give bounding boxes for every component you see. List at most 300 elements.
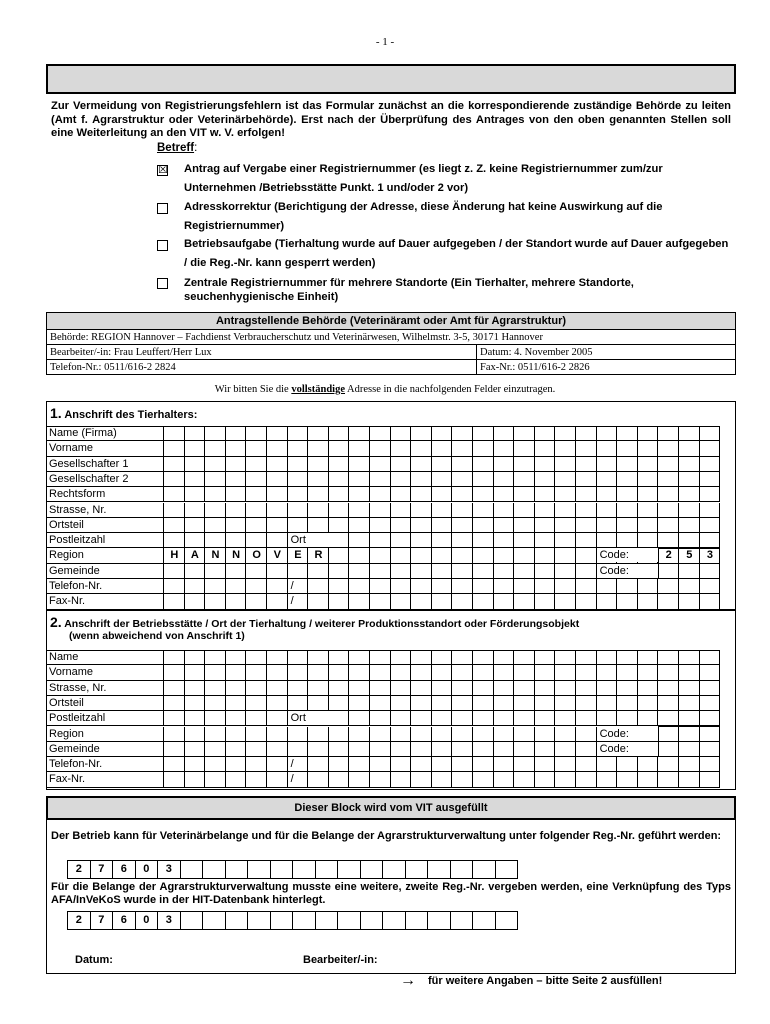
section1-input-cell[interactable] bbox=[205, 472, 226, 487]
section2-input-cell[interactable] bbox=[349, 727, 370, 742]
section1-input-cell[interactable] bbox=[576, 472, 597, 487]
section1-input-cell[interactable] bbox=[329, 594, 350, 609]
section2-input-cell[interactable] bbox=[432, 772, 453, 787]
section1-input-cell[interactable] bbox=[473, 441, 494, 456]
section2-input-cell[interactable] bbox=[185, 696, 206, 711]
section1-input-cell[interactable] bbox=[205, 533, 226, 548]
section1-input-cell[interactable] bbox=[597, 533, 618, 548]
section2-input-cell[interactable] bbox=[700, 757, 721, 772]
section1-input-cell[interactable] bbox=[452, 503, 473, 518]
section1-input-cell[interactable] bbox=[411, 472, 432, 487]
vit-reg2-digit-cell[interactable] bbox=[337, 911, 361, 930]
section2-input-cell[interactable] bbox=[535, 681, 556, 696]
section2-input-cell[interactable] bbox=[432, 727, 453, 742]
section1-input-cell[interactable] bbox=[226, 472, 247, 487]
section1-input-cell[interactable] bbox=[226, 457, 247, 472]
section2-input-cell[interactable] bbox=[329, 650, 350, 665]
section1-input-cell[interactable] bbox=[597, 457, 618, 472]
section2-input-cell[interactable] bbox=[576, 727, 597, 742]
section2-input-cell[interactable] bbox=[329, 772, 350, 787]
section2-input-cell[interactable] bbox=[226, 727, 247, 742]
section2-input-cell[interactable] bbox=[391, 742, 412, 757]
section1-input-cell[interactable] bbox=[411, 594, 432, 609]
section2-input-cell[interactable] bbox=[473, 772, 494, 787]
section1-input-cell[interactable] bbox=[535, 457, 556, 472]
section1-input-cell[interactable] bbox=[700, 457, 721, 472]
section1-input-cell[interactable] bbox=[700, 533, 721, 548]
section2-input-cell[interactable] bbox=[514, 696, 535, 711]
vit-reg1-digit-cell[interactable] bbox=[180, 860, 204, 879]
section1-input-cell[interactable] bbox=[679, 518, 700, 533]
section1-input-cell[interactable] bbox=[308, 426, 329, 441]
section2-input-cell[interactable] bbox=[617, 665, 638, 680]
section2-input-cell[interactable] bbox=[226, 665, 247, 680]
section1-input-cell[interactable] bbox=[308, 457, 329, 472]
section1-input-cell[interactable] bbox=[226, 533, 247, 548]
section2-input-cell[interactable] bbox=[267, 696, 288, 711]
section1-input-cell[interactable] bbox=[226, 518, 247, 533]
section1-input-cell[interactable] bbox=[658, 472, 679, 487]
section1-input-cell[interactable] bbox=[555, 487, 576, 502]
section1-input-cell[interactable] bbox=[514, 472, 535, 487]
section2-input-cell[interactable] bbox=[617, 650, 638, 665]
section2-input-cell[interactable] bbox=[349, 696, 370, 711]
section1-input-cell[interactable] bbox=[597, 579, 618, 594]
section2-input-cell[interactable] bbox=[535, 727, 556, 742]
section1-input-cell[interactable] bbox=[349, 518, 370, 533]
section1-input-cell[interactable] bbox=[576, 579, 597, 594]
section1-input-cell[interactable] bbox=[288, 441, 309, 456]
section1-input-cell[interactable] bbox=[494, 518, 515, 533]
section2-input-cell[interactable] bbox=[205, 757, 226, 772]
section2-input-cell[interactable] bbox=[370, 772, 391, 787]
section2-input-cell[interactable] bbox=[226, 650, 247, 665]
vit-reg1-digit-cell[interactable] bbox=[450, 860, 474, 879]
section1-input-cell[interactable] bbox=[164, 487, 185, 502]
section2-input-cell[interactable] bbox=[576, 696, 597, 711]
section1-input-cell[interactable] bbox=[164, 518, 185, 533]
section1-input-cell[interactable] bbox=[226, 594, 247, 609]
section1-input-cell[interactable] bbox=[246, 533, 267, 548]
section1-input-cell[interactable] bbox=[597, 487, 618, 502]
section1-input-cell[interactable] bbox=[700, 518, 721, 533]
section1-input-cell[interactable] bbox=[494, 441, 515, 456]
section2-input-cell[interactable] bbox=[288, 665, 309, 680]
section1-input-cell[interactable] bbox=[370, 518, 391, 533]
section2-input-cell[interactable] bbox=[597, 696, 618, 711]
vit-reg1-digit-cell[interactable] bbox=[225, 860, 249, 879]
section2-input-cell[interactable] bbox=[205, 650, 226, 665]
section1-input-cell[interactable] bbox=[432, 441, 453, 456]
section1-input-cell[interactable] bbox=[638, 457, 659, 472]
vit-reg2-digit-cell[interactable] bbox=[450, 911, 474, 930]
section2-input-cell[interactable] bbox=[576, 772, 597, 787]
vit-reg1-digit-cell[interactable] bbox=[292, 860, 316, 879]
section1-input-cell[interactable] bbox=[597, 594, 618, 609]
section2-input-cell[interactable] bbox=[308, 742, 329, 757]
option-checkbox-address-correction[interactable] bbox=[157, 203, 168, 214]
section2-input-cell[interactable] bbox=[391, 696, 412, 711]
section1-input-cell[interactable] bbox=[494, 457, 515, 472]
section1-input-cell[interactable] bbox=[370, 503, 391, 518]
section2-input-cell[interactable] bbox=[205, 742, 226, 757]
section2-input-cell[interactable] bbox=[597, 757, 618, 772]
section2-input-cell[interactable] bbox=[555, 727, 576, 742]
section1-input-cell[interactable] bbox=[288, 472, 309, 487]
section1-input-cell[interactable] bbox=[679, 533, 700, 548]
section1-input-cell[interactable] bbox=[597, 472, 618, 487]
section1-input-cell[interactable] bbox=[349, 548, 370, 563]
section2-input-cell[interactable] bbox=[308, 681, 329, 696]
section1-input-cell[interactable] bbox=[391, 548, 412, 563]
section1-input-cell[interactable] bbox=[246, 564, 267, 579]
section2-input-cell[interactable] bbox=[164, 665, 185, 680]
section2-input-cell[interactable] bbox=[679, 696, 700, 711]
section1-input-cell[interactable] bbox=[452, 441, 473, 456]
section2-input-cell[interactable] bbox=[658, 757, 679, 772]
section1-input-cell[interactable] bbox=[638, 518, 659, 533]
section2-input-cell[interactable] bbox=[288, 650, 309, 665]
section1-input-cell[interactable] bbox=[308, 518, 329, 533]
section2-input-cell[interactable] bbox=[267, 711, 288, 726]
section1-input-cell[interactable] bbox=[658, 594, 679, 609]
section1-input-cell[interactable] bbox=[700, 472, 721, 487]
vit-reg2-digit-cell[interactable] bbox=[382, 911, 406, 930]
section2-input-cell[interactable] bbox=[205, 727, 226, 742]
section2-input-cell[interactable] bbox=[452, 757, 473, 772]
section2-input-cell[interactable] bbox=[329, 727, 350, 742]
section1-input-cell[interactable] bbox=[329, 533, 350, 548]
vit-reg2-digit-cell[interactable] bbox=[472, 911, 496, 930]
section2-input-cell[interactable] bbox=[267, 757, 288, 772]
section2-input-cell[interactable] bbox=[226, 711, 247, 726]
section1-input-cell[interactable] bbox=[679, 472, 700, 487]
section2-input-cell[interactable] bbox=[679, 757, 700, 772]
section1-input-cell[interactable] bbox=[535, 487, 556, 502]
section1-input-cell[interactable] bbox=[246, 441, 267, 456]
section2-input-cell[interactable] bbox=[411, 665, 432, 680]
section1-input-cell[interactable] bbox=[391, 564, 412, 579]
section1-input-cell[interactable] bbox=[246, 518, 267, 533]
section1-input-cell[interactable] bbox=[226, 441, 247, 456]
section1-input-cell[interactable] bbox=[555, 579, 576, 594]
vit-reg1-digit-cell[interactable] bbox=[247, 860, 271, 879]
section1-input-cell[interactable] bbox=[288, 487, 309, 502]
section1-input-cell[interactable] bbox=[494, 533, 515, 548]
section2-input-cell[interactable] bbox=[597, 681, 618, 696]
section1-input-cell[interactable] bbox=[205, 441, 226, 456]
section2-input-cell[interactable] bbox=[329, 681, 350, 696]
section1-input-cell[interactable] bbox=[473, 533, 494, 548]
section2-input-cell[interactable] bbox=[329, 757, 350, 772]
section1-input-cell[interactable] bbox=[617, 472, 638, 487]
section2-input-cell[interactable] bbox=[226, 681, 247, 696]
section1-input-cell[interactable] bbox=[185, 441, 206, 456]
section2-input-cell[interactable] bbox=[679, 711, 700, 726]
section2-input-cell[interactable] bbox=[432, 650, 453, 665]
section2-input-cell[interactable] bbox=[679, 650, 700, 665]
section2-input-cell[interactable] bbox=[349, 757, 370, 772]
section2-input-cell[interactable] bbox=[700, 665, 721, 680]
section2-input-cell[interactable] bbox=[267, 772, 288, 787]
section1-input-cell[interactable] bbox=[349, 503, 370, 518]
section2-input-cell[interactable] bbox=[576, 665, 597, 680]
vit-reg2-digit-cell[interactable] bbox=[405, 911, 429, 930]
section1-input-cell[interactable] bbox=[370, 487, 391, 502]
section1-input-cell[interactable] bbox=[267, 472, 288, 487]
section2-input-cell[interactable] bbox=[185, 711, 206, 726]
section1-input-cell[interactable] bbox=[267, 518, 288, 533]
section2-input-cell[interactable] bbox=[329, 696, 350, 711]
section2-input-cell[interactable] bbox=[494, 757, 515, 772]
section2-input-cell[interactable] bbox=[452, 772, 473, 787]
section2-input-cell[interactable] bbox=[411, 711, 432, 726]
section1-input-cell[interactable] bbox=[164, 579, 185, 594]
section2-input-cell[interactable] bbox=[555, 665, 576, 680]
section1-input-cell[interactable] bbox=[473, 548, 494, 563]
vit-reg2-digit-cell[interactable] bbox=[292, 911, 316, 930]
section1-input-cell[interactable] bbox=[576, 548, 597, 563]
section2-input-cell[interactable] bbox=[452, 742, 473, 757]
section2-input-cell[interactable] bbox=[494, 696, 515, 711]
section1-input-cell[interactable] bbox=[535, 518, 556, 533]
section2-input-cell[interactable] bbox=[391, 650, 412, 665]
section1-input-cell[interactable] bbox=[576, 457, 597, 472]
section2-input-cell[interactable] bbox=[535, 650, 556, 665]
section2-input-cell[interactable] bbox=[658, 665, 679, 680]
section1-input-cell[interactable] bbox=[185, 579, 206, 594]
section1-input-cell[interactable] bbox=[452, 548, 473, 563]
section2-input-cell[interactable] bbox=[185, 650, 206, 665]
section2-input-cell[interactable] bbox=[617, 696, 638, 711]
section2-input-cell[interactable] bbox=[576, 711, 597, 726]
section1-input-cell[interactable] bbox=[308, 472, 329, 487]
section1-input-cell[interactable] bbox=[473, 564, 494, 579]
section2-input-cell[interactable] bbox=[164, 711, 185, 726]
section1-input-cell[interactable] bbox=[494, 594, 515, 609]
section2-input-cell[interactable] bbox=[246, 665, 267, 680]
section1-input-cell[interactable] bbox=[576, 426, 597, 441]
section2-input-cell[interactable] bbox=[679, 772, 700, 787]
section2-input-cell[interactable] bbox=[473, 665, 494, 680]
section1-input-cell[interactable] bbox=[535, 441, 556, 456]
section2-input-cell[interactable] bbox=[535, 772, 556, 787]
section2-input-cell[interactable] bbox=[411, 742, 432, 757]
section2-input-cell[interactable] bbox=[164, 772, 185, 787]
section2-input-cell[interactable] bbox=[514, 727, 535, 742]
section1-input-cell[interactable] bbox=[185, 518, 206, 533]
section2-input-cell[interactable] bbox=[267, 681, 288, 696]
section1-input-cell[interactable] bbox=[432, 594, 453, 609]
section1-input-cell[interactable] bbox=[246, 503, 267, 518]
section1-input-cell[interactable] bbox=[267, 503, 288, 518]
section1-input-cell[interactable] bbox=[349, 487, 370, 502]
section1-input-cell[interactable] bbox=[288, 457, 309, 472]
section1-input-cell[interactable] bbox=[205, 594, 226, 609]
section1-input-cell[interactable] bbox=[329, 503, 350, 518]
section1-input-cell[interactable] bbox=[246, 472, 267, 487]
section2-input-cell[interactable] bbox=[164, 696, 185, 711]
section1-input-cell[interactable] bbox=[555, 564, 576, 579]
section1-input-cell[interactable] bbox=[432, 533, 453, 548]
section2-input-cell[interactable] bbox=[494, 711, 515, 726]
section2-input-cell[interactable] bbox=[432, 665, 453, 680]
section2-input-cell[interactable] bbox=[535, 711, 556, 726]
vit-reg1-digit-cell[interactable] bbox=[495, 860, 519, 879]
section1-input-cell[interactable] bbox=[349, 579, 370, 594]
section2-input-cell[interactable] bbox=[535, 665, 556, 680]
vit-reg1-digit-cell[interactable] bbox=[315, 860, 339, 879]
section1-input-cell[interactable] bbox=[617, 457, 638, 472]
section2-input-cell[interactable] bbox=[288, 696, 309, 711]
section2-input-cell[interactable] bbox=[494, 665, 515, 680]
section2-input-cell[interactable] bbox=[185, 772, 206, 787]
section1-input-cell[interactable] bbox=[700, 441, 721, 456]
section2-input-cell[interactable] bbox=[164, 727, 185, 742]
section1-input-cell[interactable] bbox=[226, 426, 247, 441]
section2-input-cell[interactable] bbox=[473, 681, 494, 696]
section1-input-cell[interactable] bbox=[226, 503, 247, 518]
section1-input-cell[interactable] bbox=[349, 426, 370, 441]
section1-input-cell[interactable] bbox=[329, 518, 350, 533]
section1-input-cell[interactable] bbox=[576, 564, 597, 579]
section1-input-cell[interactable] bbox=[411, 441, 432, 456]
section2-input-cell[interactable] bbox=[391, 681, 412, 696]
section2-input-cell[interactable] bbox=[452, 681, 473, 696]
section2-input-cell[interactable] bbox=[226, 742, 247, 757]
section1-input-cell[interactable] bbox=[411, 426, 432, 441]
section2-input-cell[interactable] bbox=[494, 772, 515, 787]
section2-input-cell[interactable] bbox=[700, 650, 721, 665]
section2-input-cell[interactable] bbox=[246, 650, 267, 665]
section1-input-cell[interactable] bbox=[185, 472, 206, 487]
section1-input-cell[interactable] bbox=[164, 594, 185, 609]
section1-input-cell[interactable] bbox=[617, 487, 638, 502]
vit-reg1-digit-cell[interactable] bbox=[405, 860, 429, 879]
section1-input-cell[interactable] bbox=[267, 457, 288, 472]
section2-input-cell[interactable] bbox=[246, 711, 267, 726]
section1-input-cell[interactable] bbox=[555, 472, 576, 487]
section1-input-cell[interactable] bbox=[370, 426, 391, 441]
section1-input-cell[interactable] bbox=[535, 548, 556, 563]
vit-reg1-digit-cell[interactable] bbox=[202, 860, 226, 879]
section1-input-cell[interactable] bbox=[329, 548, 350, 563]
section1-input-cell[interactable] bbox=[329, 487, 350, 502]
section1-input-cell[interactable] bbox=[555, 441, 576, 456]
vit-reg2-digit-cell[interactable] bbox=[427, 911, 451, 930]
section1-input-cell[interactable] bbox=[700, 594, 721, 609]
section1-input-cell[interactable] bbox=[535, 503, 556, 518]
section1-input-cell[interactable] bbox=[617, 441, 638, 456]
section1-input-cell[interactable] bbox=[246, 487, 267, 502]
section1-input-cell[interactable] bbox=[514, 594, 535, 609]
section1-input-cell[interactable] bbox=[452, 487, 473, 502]
section2-input-cell[interactable] bbox=[411, 650, 432, 665]
section2-input-cell[interactable] bbox=[576, 650, 597, 665]
section1-input-cell[interactable] bbox=[370, 533, 391, 548]
section1-input-cell[interactable] bbox=[185, 487, 206, 502]
section2-input-cell[interactable] bbox=[658, 650, 679, 665]
section1-input-cell[interactable] bbox=[205, 457, 226, 472]
section1-input-cell[interactable] bbox=[226, 579, 247, 594]
section2-input-cell[interactable] bbox=[494, 650, 515, 665]
vit-reg1-digit-cell[interactable] bbox=[382, 860, 406, 879]
section2-input-cell[interactable] bbox=[473, 757, 494, 772]
section1-input-cell[interactable] bbox=[555, 518, 576, 533]
section1-input-cell[interactable] bbox=[329, 472, 350, 487]
section2-input-cell[interactable] bbox=[246, 727, 267, 742]
section1-input-cell[interactable] bbox=[205, 564, 226, 579]
section2-input-cell[interactable] bbox=[246, 742, 267, 757]
section2-input-cell[interactable] bbox=[597, 711, 618, 726]
section1-input-cell[interactable] bbox=[576, 518, 597, 533]
section1-input-cell[interactable] bbox=[658, 518, 679, 533]
section2-input-cell[interactable] bbox=[658, 681, 679, 696]
section1-input-cell[interactable] bbox=[514, 579, 535, 594]
section2-input-cell[interactable] bbox=[329, 742, 350, 757]
section1-input-cell[interactable] bbox=[597, 503, 618, 518]
section1-code-box[interactable] bbox=[658, 563, 720, 579]
section1-input-cell[interactable] bbox=[349, 594, 370, 609]
section1-input-cell[interactable] bbox=[308, 503, 329, 518]
section1-input-cell[interactable] bbox=[658, 441, 679, 456]
section1-input-cell[interactable] bbox=[658, 503, 679, 518]
section1-input-cell[interactable] bbox=[658, 426, 679, 441]
vit-reg2-digit-cell[interactable] bbox=[180, 911, 204, 930]
section2-input-cell[interactable] bbox=[473, 727, 494, 742]
section1-input-cell[interactable] bbox=[164, 472, 185, 487]
section2-input-cell[interactable] bbox=[308, 696, 329, 711]
section1-input-cell[interactable] bbox=[535, 594, 556, 609]
section1-input-cell[interactable] bbox=[617, 518, 638, 533]
section2-code-box[interactable] bbox=[658, 726, 720, 742]
section2-input-cell[interactable] bbox=[658, 711, 679, 726]
section1-input-cell[interactable] bbox=[391, 487, 412, 502]
section1-input-cell[interactable] bbox=[617, 503, 638, 518]
section1-input-cell[interactable] bbox=[391, 503, 412, 518]
section2-input-cell[interactable] bbox=[411, 727, 432, 742]
section1-input-cell[interactable] bbox=[185, 533, 206, 548]
section1-input-cell[interactable] bbox=[267, 533, 288, 548]
section1-input-cell[interactable] bbox=[267, 594, 288, 609]
section1-input-cell[interactable] bbox=[432, 579, 453, 594]
section1-input-cell[interactable] bbox=[658, 533, 679, 548]
section1-input-cell[interactable] bbox=[514, 503, 535, 518]
section2-input-cell[interactable] bbox=[432, 696, 453, 711]
section1-input-cell[interactable] bbox=[514, 548, 535, 563]
section2-input-cell[interactable] bbox=[370, 681, 391, 696]
vit-reg2-digit-cell[interactable] bbox=[360, 911, 384, 930]
section1-input-cell[interactable] bbox=[597, 441, 618, 456]
section1-input-cell[interactable] bbox=[432, 548, 453, 563]
section1-input-cell[interactable] bbox=[267, 579, 288, 594]
section1-input-cell[interactable] bbox=[452, 457, 473, 472]
section2-input-cell[interactable] bbox=[246, 772, 267, 787]
section1-input-cell[interactable] bbox=[555, 533, 576, 548]
section1-input-cell[interactable] bbox=[349, 533, 370, 548]
section1-input-cell[interactable] bbox=[370, 472, 391, 487]
section2-input-cell[interactable] bbox=[411, 696, 432, 711]
section1-input-cell[interactable] bbox=[638, 441, 659, 456]
section1-input-cell[interactable] bbox=[700, 503, 721, 518]
section2-input-cell[interactable] bbox=[185, 681, 206, 696]
section1-input-cell[interactable] bbox=[658, 579, 679, 594]
section1-input-cell[interactable] bbox=[432, 426, 453, 441]
section2-input-cell[interactable] bbox=[205, 665, 226, 680]
vit-reg1-digit-cell[interactable] bbox=[270, 860, 294, 879]
section2-input-cell[interactable] bbox=[514, 650, 535, 665]
vit-reg1-digit-cell[interactable] bbox=[472, 860, 496, 879]
